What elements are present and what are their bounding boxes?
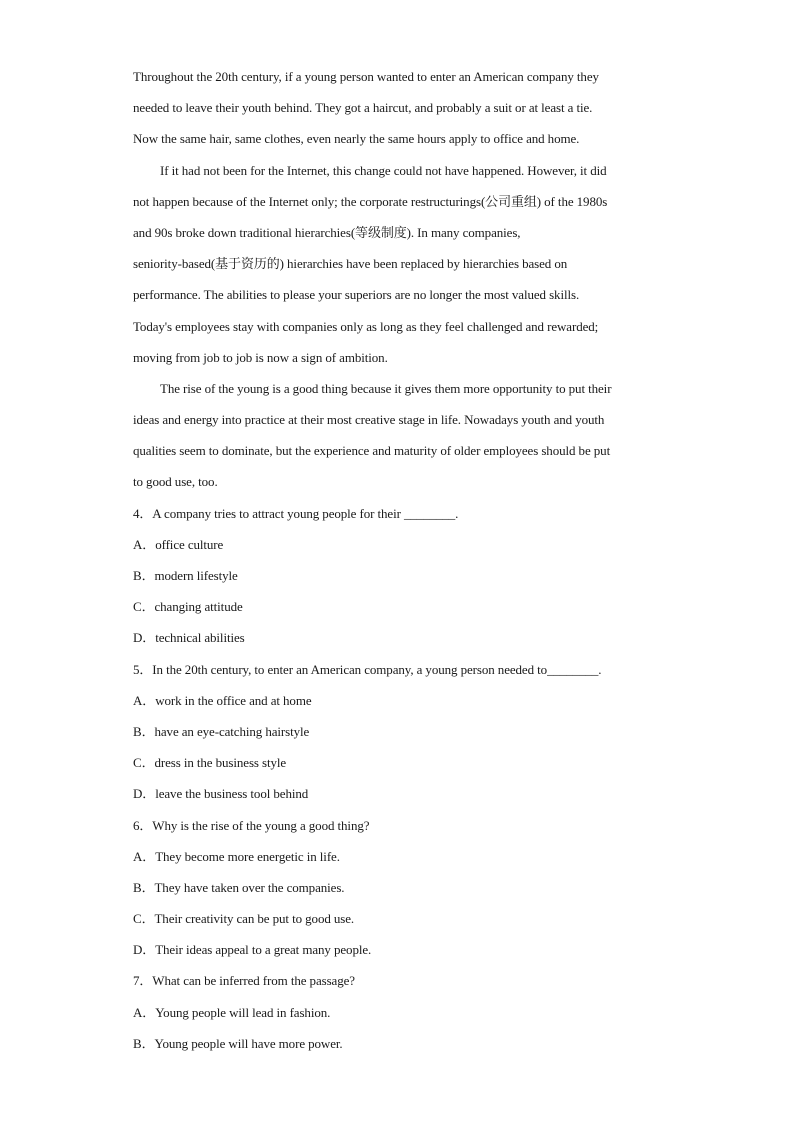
- answer-option: A．They become more energetic in life.: [133, 848, 340, 864]
- text-line: to good use, too.: [133, 474, 218, 490]
- question-4: [133, 498, 668, 654]
- text-line: seniority-based(基于资历的) hierarchies have been replaced by hierarchies based on: [133, 256, 568, 272]
- question-5: [133, 654, 668, 810]
- text-line: moving from job to job is now a sign of ambition.: [133, 349, 388, 365]
- paragraph-1: [133, 61, 668, 155]
- question-6: [133, 810, 668, 966]
- question-stem: 7．What can be inferred from the passage?: [133, 973, 355, 989]
- question-stem: 4．A company tries to attract young people for their ________.: [133, 505, 459, 521]
- question-7: [133, 965, 668, 1059]
- answer-option: D．technical abilities: [133, 630, 245, 646]
- answer-option: A．office culture: [133, 536, 224, 552]
- text-line: Today's employees stay with companies only as long as they feel challenged and rewarded;: [133, 318, 599, 334]
- answer-option: B．Young people will have more power.: [133, 1035, 343, 1051]
- paragraph-3: [133, 373, 668, 498]
- text-line: qualities seem to dominate, but the experience and maturity of older employees should be put: [133, 443, 611, 459]
- answer-option: A．work in the office and at home: [133, 692, 312, 708]
- text-line: and 90s broke down traditional hierarchies(等级制度). In many companies,: [133, 224, 521, 240]
- text-line: needed to leave their youth behind. They got a haircut, and probably a suit or at least a tie.: [133, 100, 593, 116]
- text-line: ideas and energy into practice at their most creative stage in life. Nowadays youth and youth: [133, 412, 605, 428]
- answer-option: D．leave the business tool behind: [133, 786, 309, 802]
- text-line: not happen because of the Internet only; the corporate restructurings(公司重组) of the 1980s: [133, 193, 608, 209]
- answer-option: B．have an eye-catching hairstyle: [133, 723, 310, 739]
- answer-option: B．modern lifestyle: [133, 568, 238, 583]
- text-line: Throughout the 20th century, if a young person wanted to enter an American company they: [133, 69, 599, 84]
- paragraph-2: [133, 155, 668, 373]
- text-line: Now the same hair, same clothes, even nearly the same hours apply to office and home.: [133, 131, 580, 147]
- question-stem: 6．Why is the rise of the young a good thing?: [133, 817, 370, 833]
- answer-option: D．Their ideas appeal to a great many people.: [133, 942, 372, 958]
- answer-option: C．Their creativity can be put to good use.: [133, 911, 355, 927]
- answer-option: C．changing attitude: [133, 599, 243, 615]
- text-line: performance. The abilities to please your superiors are no longer the most valued skills.: [133, 287, 580, 303]
- answer-option: A．Young people will lead in fashion.: [133, 1004, 331, 1020]
- text-line: If it had not been for the Internet, this change could not have happened. However, it did: [160, 162, 607, 178]
- answer-option: B．They have taken over the companies.: [133, 879, 345, 895]
- answer-option: C．dress in the business style: [133, 755, 287, 771]
- text-line: The rise of the young is a good thing because it gives them more opportunity to put their: [160, 380, 612, 396]
- document-page: [133, 61, 668, 1059]
- question-stem: 5．In the 20th century, to enter an American company, a young person needed to________.: [133, 661, 602, 677]
